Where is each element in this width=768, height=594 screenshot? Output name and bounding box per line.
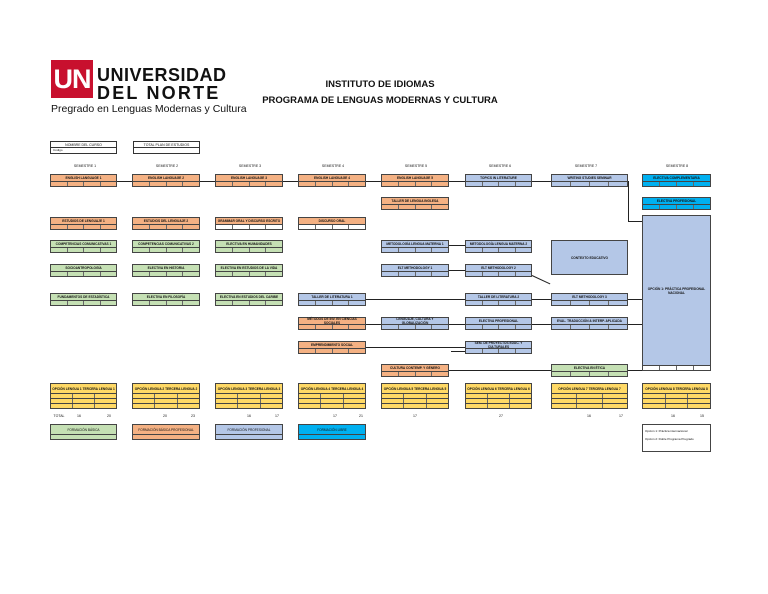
course-credits-row	[132, 248, 200, 253]
course-credits-row	[298, 349, 366, 354]
course-name-label: NOMBRE DEL CURSO	[50, 141, 117, 148]
total-value: 20	[107, 414, 111, 418]
semester-3-header: SEMESTRE 3	[238, 164, 262, 168]
legend-row	[50, 435, 117, 440]
course-sem-proyectos[interactable]: SEM. DE PROYECTOS EDUC. Y CULTURALES	[465, 341, 532, 349]
course-emprendimiento-social[interactable]: EMPRENDIMIENTO SOCIAL	[298, 341, 366, 349]
course-credits-row	[381, 205, 449, 210]
course-electiva-vida[interactable]: ELECTIVA EN ESTUDIOS DE LA VIDA	[215, 264, 283, 272]
total-value: 17	[619, 414, 623, 418]
options-note	[642, 424, 711, 452]
course-taller-literatura-2[interactable]: TALLER DE LITERATURA 2	[465, 293, 532, 301]
semester-2-header: SEMESTRE 2	[155, 164, 179, 168]
connector-line	[449, 370, 551, 371]
connector-line	[532, 324, 551, 325]
course-credits-row	[381, 404, 449, 409]
course-electiva-filosofia[interactable]: ELECTIVA EN FILOSOFÍA	[132, 293, 200, 301]
course-credits-row	[298, 404, 366, 409]
course-estudios-lenguaje-2[interactable]: ESTUDIOS DEL LENGUAJE 2	[132, 217, 200, 225]
total-value: 17	[275, 414, 279, 418]
total-value: 16	[247, 414, 251, 418]
total-value: 17	[413, 414, 417, 418]
course-english-language-2[interactable]: ENGLISH LANGUAGE 2	[132, 174, 200, 182]
connector-line	[628, 370, 642, 371]
course-credits-row	[50, 404, 117, 409]
semester-1-header: SEMESTRE 1	[73, 164, 97, 168]
connector-line	[283, 181, 298, 182]
connector-line	[200, 181, 215, 182]
course-credits-row	[298, 182, 366, 187]
connector-line	[628, 324, 642, 325]
course-credits-row	[298, 301, 366, 306]
course-credits-row	[551, 325, 628, 330]
course-credits-row	[642, 404, 711, 409]
connector-line	[366, 299, 465, 300]
course-credits-row	[551, 404, 628, 409]
course-topics-literature[interactable]: TOPICS IN LITERATURE	[465, 174, 532, 182]
course-credits-row	[642, 366, 711, 371]
note-option-2: Opción 2: Doble Programa Pregrado	[645, 437, 694, 441]
course-tercera-lengua-8[interactable]: OPCIÓN LENGUA 8 TERCERA LENGUA 8	[642, 383, 711, 394]
course-english-language-3[interactable]: ENGLISH LANGUAGE 3	[215, 174, 283, 182]
course-credits-row	[215, 182, 283, 187]
legend-formacion-basica-profesional: FORMACIÓN BÁSICA PROFESIONAL	[132, 424, 200, 435]
course-tercera-lengua-2[interactable]: OPCIÓN LENGUA 2 TERCERA LENGUA 2	[132, 383, 200, 394]
legend-formacion-basica: FORMACIÓN BÁSICA	[50, 424, 117, 435]
note-option-1: Opción 1: Práctica internacional	[645, 429, 688, 433]
semester-4-header: SEMESTRE 4	[321, 164, 345, 168]
logo-university: UNIVERSIDAD	[97, 65, 227, 85]
total-value: 16	[77, 414, 81, 418]
course-electiva-complementaria[interactable]: ELECTIVA COMPLEMENTARIA	[642, 174, 711, 182]
course-tercera-lengua-7[interactable]: OPCIÓN LENGUA 7 TERCERA LENGUA 7	[551, 383, 628, 394]
course-metodos-investigacion[interactable]: MÉTODOS DE INV. EN CIENCIAS SOCIALES	[298, 317, 366, 325]
totals-label: TOTAL	[53, 414, 65, 418]
course-credits-row	[551, 372, 628, 377]
course-elt-methodology-2[interactable]: ELT METHODOLOGY 2	[465, 264, 532, 272]
course-taller-literatura-1[interactable]: TALLER DE LITERATURA 1	[298, 293, 366, 301]
connector-line	[117, 181, 132, 182]
course-socioantropologia[interactable]: SOCIOANTROPOLOGÍA	[50, 264, 117, 272]
total-value: 15	[700, 414, 704, 418]
course-grammar-oral[interactable]: GRAMMAR ORAL Y DISCURSO ESCRITO	[215, 217, 283, 225]
course-credits-row	[132, 301, 200, 306]
course-credits-row	[50, 182, 117, 187]
total-value: 23	[191, 414, 195, 418]
logo-program: Pregrado en Lenguas Modernas y Cultura	[51, 103, 247, 115]
course-credits-row	[50, 272, 117, 277]
legend-formacion-libre: FORMACIÓN LIBRE	[298, 424, 366, 435]
connector-line	[532, 275, 551, 284]
legend-formacion-profesional: FORMACIÓN PROFESIONAL	[215, 424, 283, 435]
course-electiva-caribe[interactable]: ELECTIVA EN ESTUDIOS DEL CARIBE	[215, 293, 283, 301]
code-label	[50, 148, 117, 154]
course-credits-row	[465, 404, 532, 409]
course-competencias-1[interactable]: COMPETENCIAS COMUNICATIVAS 1	[50, 240, 117, 248]
course-metodologia-lm-2[interactable]: METODOLOGÍA LENGUA MATERNA 2	[465, 240, 532, 248]
course-credits-row	[132, 404, 200, 409]
connector-line	[366, 324, 381, 325]
course-tercera-lengua-1[interactable]: OPCIÓN LENGUA 1 TERCERA LENGUA 1	[50, 383, 117, 394]
semester-5-header: SEMESTRE 5	[404, 164, 428, 168]
course-electiva-profesional-6[interactable]: ELECTIVA PROFESIONAL	[465, 317, 532, 325]
connector-line	[451, 351, 465, 352]
course-credits-row	[465, 301, 532, 306]
total-plan-values	[133, 148, 200, 154]
course-tercera-lengua-5[interactable]: OPCIÓN LENGUA 5 TERCERA LENGUA 5	[381, 383, 449, 394]
connector-line	[628, 299, 642, 300]
course-writing-studies[interactable]: WRITING STUDIES SEMINAR	[551, 174, 628, 182]
course-credits-row	[465, 182, 532, 187]
course-credits-row	[465, 272, 532, 277]
connector-line	[449, 245, 465, 246]
legend-row	[298, 435, 366, 440]
course-credits-row	[381, 325, 449, 330]
course-credits-row	[551, 301, 628, 306]
course-lenguaje-cultura-globalizacion[interactable]: LENGUAJE, CULTURA Y GLOBALIZACIÓN	[381, 317, 449, 325]
logo-del-norte: DEL NORTE	[97, 83, 221, 103]
total-value: 27	[499, 414, 503, 418]
course-credits-row	[215, 272, 283, 277]
course-tercera-lengua-3[interactable]: OPCIÓN LENGUA 3 TERCERA LENGUA 3	[215, 383, 283, 394]
legend-row	[132, 435, 200, 440]
total-value: 16	[587, 414, 591, 418]
course-credits-row	[381, 248, 449, 253]
semester-6-header: SEMESTRE 6	[488, 164, 512, 168]
connector-line	[532, 299, 551, 300]
course-eval-traduccion[interactable]: EVAL. TRADUCCIÓN & INTERP. APLICADA	[551, 317, 628, 325]
course-practica-profesional[interactable]: OPCIÓN 1: PRÁCTICA PROFESIONAL NACIONAL	[642, 215, 711, 366]
course-credits-row	[465, 349, 532, 354]
total-value: 16	[671, 414, 675, 418]
total-plan-label: TOTAL PLAN DE ESTUDIOS	[133, 141, 200, 148]
connector-line	[366, 347, 465, 348]
course-elt-methodology-3[interactable]: ELT METHODOLOGY 3	[551, 293, 628, 301]
course-credits-row	[215, 248, 283, 253]
connector-line	[628, 221, 642, 222]
course-cultura-contemp-genero[interactable]: CULTURA CONTEMP. Y GÉNERO	[381, 364, 449, 372]
course-credits-row	[642, 182, 711, 187]
course-credits-row	[381, 372, 449, 377]
course-credits-row	[50, 225, 117, 230]
course-contexto-educativo[interactable]: CONTEXTO EDUCATIVO	[551, 240, 628, 275]
total-value: 17	[333, 414, 337, 418]
course-estudios-lenguaje-1[interactable]: ESTUDIOS DE LENGUAJE 1	[50, 217, 117, 225]
connector-line	[449, 181, 465, 182]
course-credits-row	[465, 325, 532, 330]
course-credits-row	[132, 272, 200, 277]
course-credits-row	[642, 205, 711, 210]
total-value: 20	[163, 414, 167, 418]
course-tercera-lengua-4[interactable]: OPCIÓN LENGUA 4 TERCERA LENGUA 4	[298, 383, 366, 394]
course-credits-row	[465, 248, 532, 253]
course-taller-lengua-inglesa[interactable]: TALLER DE LENGUA INGLESA	[381, 197, 449, 205]
course-electiva-humanidades[interactable]: ELECTIVA EN HUMANIDADES	[215, 240, 283, 248]
legend-row	[215, 435, 283, 440]
course-credits-row	[132, 182, 200, 187]
course-english-language-4[interactable]: ENGLISH LANGUAGE 4	[298, 174, 366, 182]
course-credits-row	[50, 248, 117, 253]
course-discurso-oral[interactable]: DISCURSO ORAL	[298, 217, 366, 225]
course-credits-row	[381, 272, 449, 277]
semester-8-header: SEMESTRE 8	[665, 164, 689, 168]
course-credits-row	[215, 225, 283, 230]
course-credits-row	[215, 404, 283, 409]
course-credits-row	[298, 325, 366, 330]
course-electiva-etica[interactable]: ELECTIVA EN ÉTICA	[551, 364, 628, 372]
course-electiva-profesional-8[interactable]: ELECTIVA PROFESIONAL	[642, 197, 711, 205]
course-electiva-historia[interactable]: ELECTIVA EN HISTORIA	[132, 264, 200, 272]
institute-title: INSTITUTO DE IDIOMAS	[325, 79, 435, 90]
course-elt-methodology-1[interactable]: ELT METHODOLOGY 1	[381, 264, 449, 272]
course-credits-row	[551, 182, 628, 187]
course-metodologia-lm-1[interactable]: METODOLOGÍA LENGUA MATERNA 1	[381, 240, 449, 248]
connector-line	[449, 270, 465, 271]
course-credits-row	[50, 301, 117, 306]
course-english-language-1[interactable]: ENGLISH LANGUAGE 1	[50, 174, 117, 182]
course-fundamentos-estadistica[interactable]: FUNDAMENTOS DE ESTADÍSTICA	[50, 293, 117, 301]
connector-line	[628, 181, 629, 221]
course-english-language-5[interactable]: ENGLISH LANGUAGE 5	[381, 174, 449, 182]
connector-line	[366, 181, 381, 182]
logo-mark-text: UN	[53, 64, 91, 94]
course-credits-row	[132, 225, 200, 230]
connector-line	[449, 324, 465, 325]
course-competencias-2[interactable]: COMPETENCIAS COMUNICATIVAS 2	[132, 240, 200, 248]
course-credits-row	[298, 225, 366, 230]
semester-7-header: SEMESTRE 7	[574, 164, 598, 168]
course-tercera-lengua-6[interactable]: OPCIÓN LENGUA 6 TERCERA LENGUA 6	[465, 383, 532, 394]
total-value: 21	[359, 414, 363, 418]
course-credits-row	[381, 182, 449, 187]
course-credits-row	[215, 301, 283, 306]
code-label-text: Código	[53, 148, 63, 152]
program-title: PROGRAMA DE LENGUAS MODERNAS Y CULTURA	[262, 95, 498, 106]
connector-line	[532, 181, 551, 182]
